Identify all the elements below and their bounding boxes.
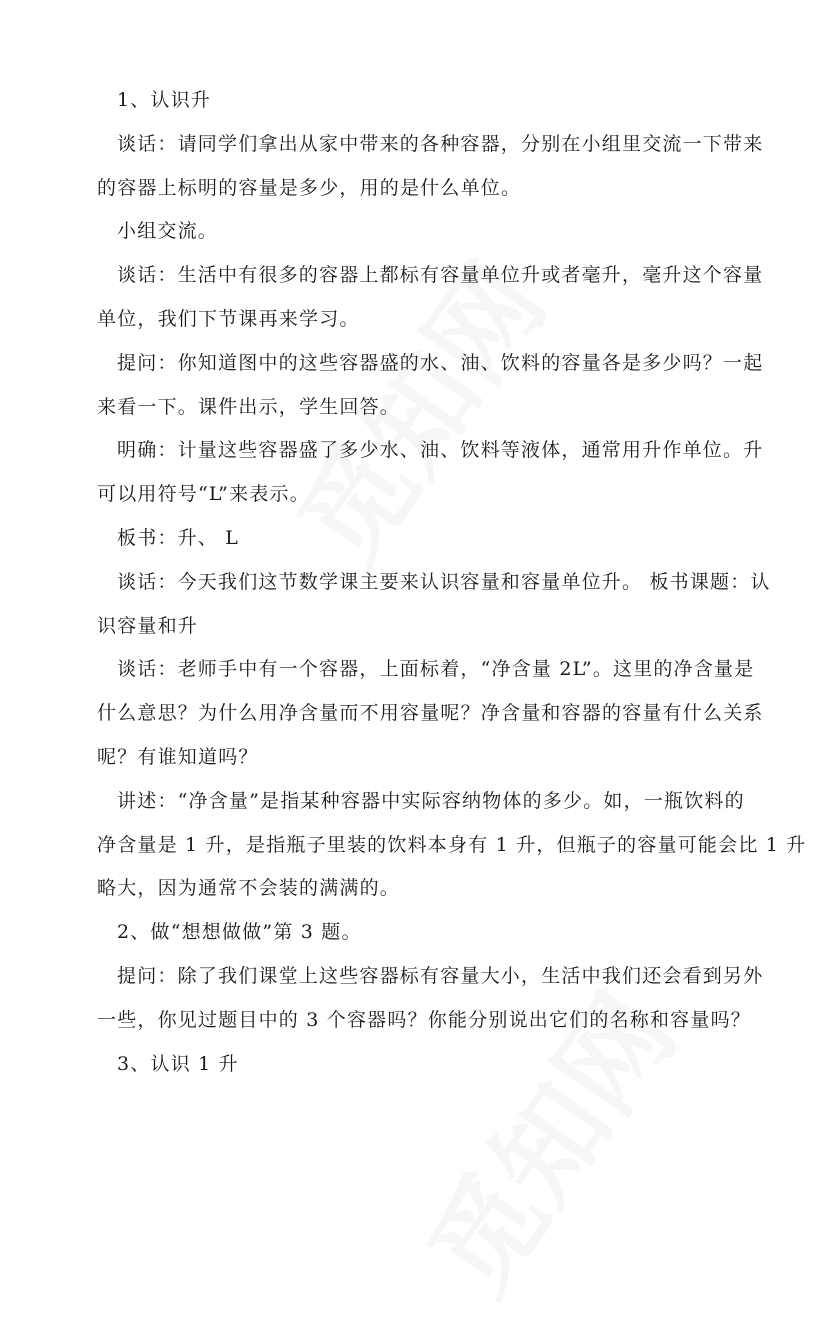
text-line: 板书：升、 L — [117, 527, 240, 549]
text-line: 谈话：请同学们拿出从家中带来的各种容器，分别在小组里交流一下带来 — [117, 132, 764, 155]
text-line: 提问：除了我们课堂上这些容器标有容量大小，生活中我们还会看到另外 — [117, 965, 764, 987]
text-line: 来看一下。课件出示，学生回答。 — [97, 395, 401, 418]
text-line: 小组交流。 — [117, 220, 219, 243]
text-line: 的容器上标明的容量是多少，用的是什么单位。 — [97, 176, 522, 199]
text-line: 可以用符号“L”来表示。 — [97, 483, 310, 506]
text-line: 明确：计量这些容器盛了多少水、油、饮料等液体，通常用升作单位。升 — [117, 439, 764, 462]
text-line: 2、做“想想做做”第 3 题。 — [117, 921, 362, 944]
text-line: 什么意思？为什么用净含量而不用容量呢？净含量和容器的容量有什么关系 — [97, 702, 764, 725]
text-line: 识容量和升 — [97, 614, 199, 637]
text-line: 呢？有谁知道吗？ — [97, 746, 259, 768]
text-line: 讲述：“净含量”是指某种容器中实际容纳物体的多少。如，一瓶饮料的 — [117, 789, 745, 812]
text-line: 谈话：今天我们这节数学课主要来认识容量和容量单位升。 板书课题：认 — [117, 570, 771, 593]
text-line: 3、认识 1 升 — [117, 1052, 239, 1075]
text-line: 净含量是 1 升，是指瓶子里装的饮料本身有 1 升，但瓶子的容量可能会比 1 升 — [97, 833, 807, 856]
text-line: 一些，你见过题目中的 3 个容器吗？你能分别说出它们的名称和容量吗？ — [97, 1008, 751, 1031]
text-line: 略大，因为通常不会装的满满的。 — [97, 877, 401, 900]
text-line: 谈话：老师手中有一个容器，上面标着，“净含量 2L”。这里的净含量是 — [117, 658, 755, 681]
text-line: 谈话：生活中有很多的容器上都标有容量单位升或者毫升，毫升这个容量 — [117, 264, 764, 287]
text-line: 提问：你知道图中的这些容器盛的水、油、饮料的容量各是多少吗？一起 — [117, 351, 764, 374]
text-line: 1、认识升 — [117, 89, 212, 111]
text-line: 单位，我们下节课再来学习。 — [97, 308, 360, 330]
